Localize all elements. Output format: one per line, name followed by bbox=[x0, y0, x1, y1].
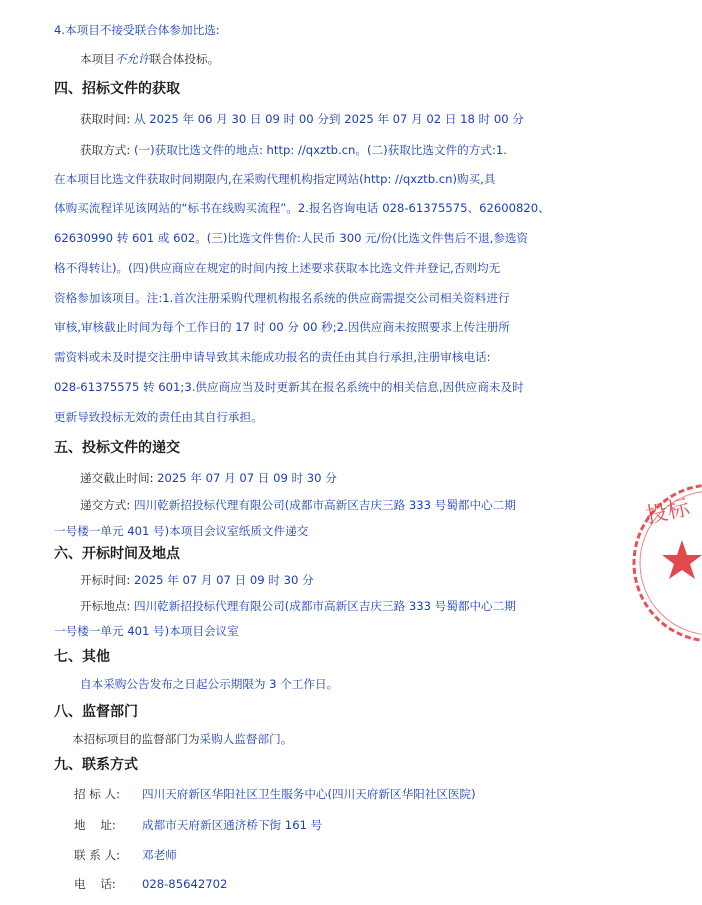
section8-text bbox=[72, 729, 292, 749]
contact-label-phone: 电 话: bbox=[74, 877, 116, 891]
section5-heading: 五、投标文件的递交 bbox=[54, 440, 180, 456]
section5-deadline-label: 递交截止时间: bbox=[80, 471, 154, 485]
section5-method bbox=[80, 495, 516, 515]
section6-time-value: 2025 年 07 月 07 日 09 时 30 分 bbox=[133, 573, 314, 587]
section4-method-line: 028-61375575 转 601;3.供应商应当及时更新其在报名系统中的相关信息,因供应商未及时 bbox=[54, 380, 524, 394]
section6-heading: 六、开标时间及地点 bbox=[54, 546, 180, 562]
section4-method-text: (一)获取比选文件的地点: http: //qxztb.cn。(二)获取比选文件的方式:1. bbox=[133, 143, 507, 157]
section4-time bbox=[80, 109, 524, 129]
item4-text-post: 联合体投标。 bbox=[149, 52, 220, 66]
section4-heading: 四、招标文件的获取 bbox=[54, 81, 180, 97]
contact-label-person: 联 系 人: bbox=[74, 848, 121, 862]
section6-place-line2: 一号楼一单元 401 号)本项目会议室 bbox=[54, 624, 239, 638]
item4-title: 4.本项目不接受联合体参加比选: bbox=[54, 23, 220, 37]
contact-value-tenderer: 四川天府新区华阳社区卫生服务中心(四川天府新区华阳社区医院) bbox=[142, 787, 476, 801]
section7-heading: 七、其他 bbox=[54, 649, 110, 665]
seal-text: 投标 bbox=[643, 495, 692, 530]
contact-label-address: 地 址: bbox=[74, 818, 116, 832]
section6-place bbox=[80, 596, 516, 616]
section4-method-line: 更新导致投标无效的责任由其自行承担。 bbox=[54, 410, 263, 424]
section6-place-label: 开标地点: bbox=[80, 599, 131, 613]
item4-text bbox=[80, 49, 219, 69]
item4-text-pre: 本项目 bbox=[80, 52, 115, 66]
official-seal-stamp bbox=[632, 478, 702, 648]
section8-text-pre: 本招标项目的监督部门为 bbox=[72, 732, 200, 746]
contact-value-person: 邓老师 bbox=[142, 848, 177, 862]
section5-method-label: 递交方式: bbox=[80, 498, 131, 512]
section5-method-line2: 一号楼一单元 401 号)本项目会议室纸质文件递交 bbox=[54, 524, 309, 538]
section4-time-label: 获取时间: bbox=[80, 112, 131, 126]
section9-heading: 九、联系方式 bbox=[54, 757, 138, 773]
section4-method-line: 62630990 转 601 或 602。(三)比选文件售价:人民币 300 元/份(比选文件售后不退,参选资 bbox=[54, 231, 529, 245]
section6-place-line1: 四川乾新招投标代理有限公司(成都市高新区吉庆三路 333 号蜀都中心二期 bbox=[133, 599, 516, 613]
section4-method-line: 审核,审核截止时间为每个工作日的 17 时 00 分 00 秒;2.因供应商未按照要求上传注册所 bbox=[54, 320, 511, 334]
section4-method-line: 需资料或未及时提交注册申请导致其未能成功报名的责任由其自行承担,注册审核电话: bbox=[54, 350, 491, 364]
section4-method-line0 bbox=[80, 140, 507, 160]
section5-method-line1: 四川乾新招投标代理有限公司(成都市高新区吉庆三路 333 号蜀都中心二期 bbox=[133, 498, 516, 512]
section6-time bbox=[80, 570, 314, 590]
section4-method-line: 体购买流程详见该网站的“标书在线购买流程”。2.报名咨询电话 028-61375575、62600820、 bbox=[54, 201, 550, 215]
section7-text: 自本采购公告发布之日起公示期限为 3 个工作日。 bbox=[80, 677, 339, 691]
section4-method-line: 格不得转让)。(四)供应商应在规定的时间内按上述要求获取本比选文件并登记,否则均无 bbox=[54, 261, 501, 275]
section5-deadline-value: 2025 年 07 月 07 日 09 时 30 分 bbox=[157, 471, 337, 485]
section4-method-line: 资格参加该项目。注:1.首次注册采购代理机构报名系统的供应商需提交公司相关资料进行 bbox=[54, 291, 510, 305]
seal-star-icon bbox=[662, 540, 702, 579]
contact-value-address: 成都市天府新区通济桥下街 161 号 bbox=[142, 818, 323, 832]
contact-value-phone: 028-85642702 bbox=[142, 877, 228, 891]
item4-text-mark: 不允许 bbox=[114, 52, 150, 66]
section6-time-label: 开标时间: bbox=[80, 573, 131, 587]
section4-time-value: 从 2025 年 06 月 30 日 09 时 00 分到 2025 年 07 月 02 日 18 时 00 分 bbox=[133, 112, 524, 126]
section4-method-line: 在本项目比选文件获取时间期限内,在采购代理机构指定网站(http: //qxztb.cn)购买,具 bbox=[54, 172, 496, 186]
contact-label-tenderer: 招 标 人: bbox=[74, 787, 121, 801]
section8-text-post: 。 bbox=[280, 732, 293, 746]
section8-text-value: 采购人监督部门 bbox=[199, 732, 281, 746]
section8-heading: 八、监督部门 bbox=[54, 704, 138, 720]
section4-method-label: 获取方式: bbox=[80, 143, 131, 157]
section5-deadline bbox=[80, 468, 337, 488]
